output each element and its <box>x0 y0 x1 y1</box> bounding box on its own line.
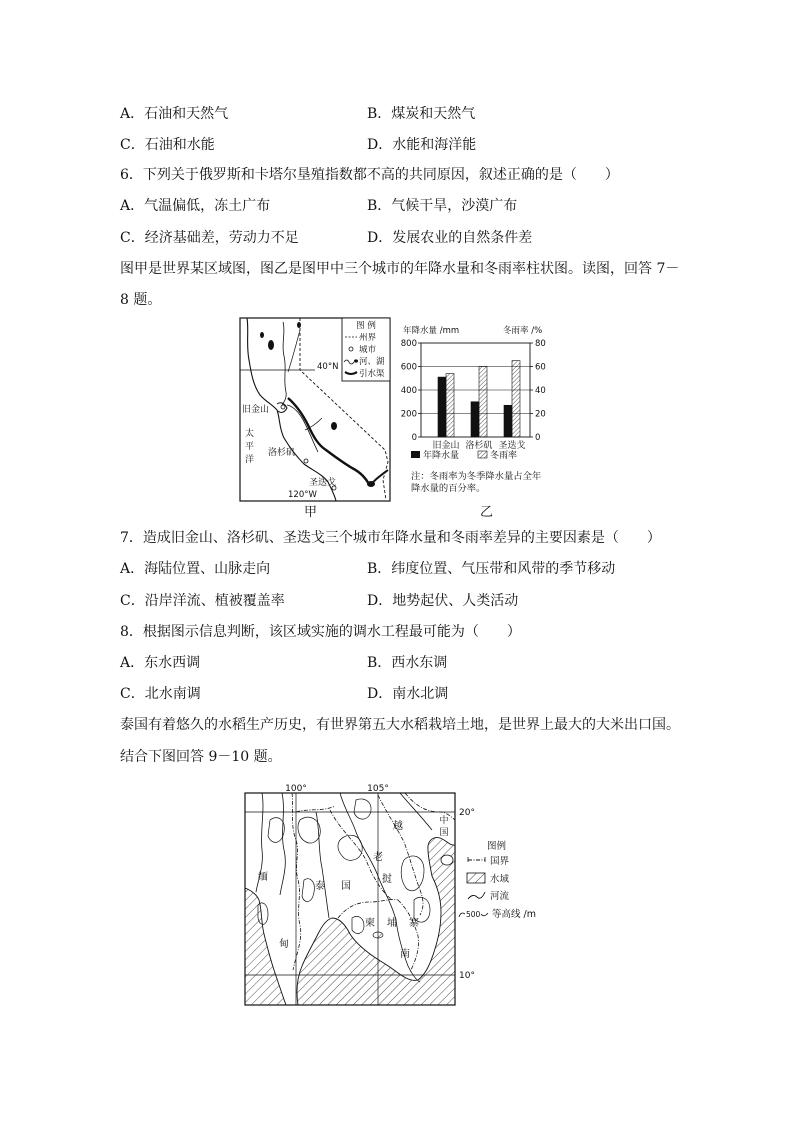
map-jia <box>240 318 390 501</box>
legend-label-river: 河流 <box>490 891 510 902</box>
right-axis-tick-label: 0 <box>535 433 541 443</box>
contour-symbol-left <box>459 913 465 917</box>
winter-rain-rate-bar <box>479 367 487 438</box>
category-label: 洛杉矶 <box>465 441 493 451</box>
left-axis-tick-label: 600 <box>400 362 417 373</box>
map-legend <box>342 318 390 381</box>
left-axis-tick-label: 200 <box>400 409 417 420</box>
legend-label-water: 水域 <box>490 874 510 885</box>
right-axis-tick-label: 60 <box>535 362 546 373</box>
ocean-label-char: 洋 <box>245 455 255 465</box>
lake <box>268 340 274 350</box>
legend-swatch-winter-rain <box>478 451 487 458</box>
legend-label-state-border: 州界 <box>359 333 377 343</box>
city-marker <box>281 405 285 409</box>
q6-option-d: D．发展农业的自然条件差 <box>367 230 533 246</box>
legend-label-city: 城市 <box>359 345 377 355</box>
left-axis-tick-label: 800 <box>400 339 417 349</box>
q8-option-c: C．北水南调 <box>120 686 201 702</box>
country-label-char: 中 <box>439 816 449 826</box>
intro-9-10-line2: 结合下图回答 9－10 题。 <box>120 749 282 765</box>
lake <box>260 332 264 338</box>
q7-stem: 7．造成旧金山、洛杉矶、圣迭戈三个城市年降水量和冬雨率差异的主要因素是（ ） <box>120 530 661 546</box>
legend-label-river-lake: 河、湖 <box>359 357 385 367</box>
contour-symbol-right <box>481 913 488 916</box>
y-axis-title: 年降水量 /mm <box>403 326 460 336</box>
figure-1-map-caption: 甲 <box>304 505 318 520</box>
q8-stem: 8．根据图示信息判断，该区域实施的调水工程最可能为（ ） <box>120 624 521 640</box>
lake <box>297 322 301 328</box>
border-symbol-ticks <box>468 857 485 862</box>
city-label-los-angeles: 洛杉矶 <box>268 448 296 458</box>
country-label-char: 寨 <box>409 918 419 929</box>
figure-1-chart-caption: 乙 <box>480 505 494 520</box>
contour-sample-value: 500 <box>466 910 481 919</box>
chart-yi <box>401 325 546 494</box>
country-label-char: 国 <box>439 828 449 838</box>
right-axis-tick-label: 20 <box>535 409 546 420</box>
left-axis-tick-label: 0 <box>411 433 417 443</box>
q8-option-a: A．东水西调 <box>120 655 201 671</box>
country-label-char: 国 <box>341 881 351 892</box>
q8-option-b: B．西水东调 <box>367 655 448 671</box>
latitude-label-20: 20° <box>459 808 475 818</box>
country-label-char: 甸 <box>279 939 289 950</box>
lake <box>367 481 375 487</box>
q5-option-a: A．石油和天然气 <box>120 106 229 122</box>
q6-stem: 6．下列关于俄罗斯和卡塔尔垦殖指数都不高的共同原因，叙述正确的是（ ） <box>120 167 619 183</box>
country-label-char: 柬 <box>365 918 375 929</box>
category-label: 圣迭戈 <box>498 441 526 451</box>
winter-rain-rate-bar <box>446 374 454 437</box>
category-label: 旧金山 <box>432 441 460 451</box>
q7-option-b: B．纬度位置、气压带和风带的季节移动 <box>367 561 616 577</box>
country-label-char: 缅 <box>258 872 268 883</box>
legend-label-contour: 等高线 /m <box>492 909 536 920</box>
right-axis-tick-label: 40 <box>535 386 546 396</box>
figure-1 <box>236 314 560 504</box>
annual-precipitation-bar <box>438 377 446 437</box>
chart-note-line2: 降水量的百分率。 <box>411 483 486 494</box>
country-label-char: 埔 <box>387 918 397 929</box>
q8-option-d: D．南水北调 <box>367 686 449 702</box>
right-axis-tick-label: 80 <box>535 339 546 349</box>
intro-7-8-line2: 8 题。 <box>120 292 162 308</box>
legend-label-aqueduct: 引水渠 <box>359 369 385 379</box>
q5-option-c: C．石油和水能 <box>120 137 215 153</box>
city-symbol <box>349 347 353 351</box>
legend-label-precipitation: 年降水量 <box>423 451 460 461</box>
q5-option-d: D．水能和海洋能 <box>367 137 477 153</box>
q7-option-d: D．地势起伏、人类活动 <box>367 593 519 609</box>
water-symbol <box>467 873 485 883</box>
annual-precipitation-bar <box>504 405 512 437</box>
q6-option-b: B．气候干旱，沙漠广布 <box>367 198 518 214</box>
legend-title: 图例 <box>487 841 507 852</box>
left-axis-tick-label: 400 <box>400 386 417 396</box>
country-label-char: 老 <box>373 852 383 863</box>
map-legend <box>459 840 536 920</box>
ocean-label-char: 平 <box>245 442 255 452</box>
country-label-char: 南 <box>400 949 410 960</box>
longitude-label: 120°W <box>288 490 317 500</box>
lake-symbol <box>354 359 358 362</box>
longitude-label-105: 105° <box>367 784 389 794</box>
figure-2-map <box>243 780 555 1010</box>
latitude-label: 40°N <box>317 362 339 372</box>
lake <box>331 422 337 430</box>
intro-7-8-line1: 图甲是世界某区域图，图乙是图甲中三个城市的年降水量和冬雨率柱状图。读图，回答 7－ <box>120 261 680 277</box>
country-label-char: 泰 <box>315 881 325 892</box>
country-label-char: 挝 <box>382 874 392 885</box>
city-marker <box>304 459 308 463</box>
ocean-label-char: 太 <box>245 429 255 439</box>
q6-option-c: C．经济基础差，劳动力不足 <box>120 230 299 246</box>
legend-label-winter-rain: 冬雨率 <box>490 451 518 461</box>
q7-option-c: C．沿岸洋流、植被覆盖率 <box>120 593 285 609</box>
chart-note-line1: 注：冬雨率为冬季降水量占全年 <box>411 471 542 482</box>
winter-rain-rate-bar <box>512 361 520 437</box>
q6-option-a: A．气温偏低，冻土广布 <box>120 198 271 214</box>
q5-option-b: B．煤炭和天然气 <box>367 106 476 122</box>
intro-9-10-line1: 泰国有着悠久的水稻生产历史，有世界第五大水稻栽培土地，是世界上最大的大米出口国。 <box>120 717 680 733</box>
island <box>441 855 453 865</box>
annual-precipitation-bar <box>471 402 479 437</box>
river-symbol <box>468 892 485 899</box>
y2-axis-title: 冬雨率 /% <box>503 326 543 336</box>
latitude-label-10: 10° <box>459 971 475 981</box>
city-label-san-francisco: 旧金山 <box>242 405 270 415</box>
legend-swatch-precipitation <box>411 451 420 458</box>
city-label-san-diego: 圣迭戈 <box>309 478 337 488</box>
longitude-label-100: 100° <box>285 784 307 794</box>
legend-label-border: 国界 <box>490 856 510 867</box>
legend-title: 图 例 <box>356 321 376 331</box>
country-label-char: 越 <box>393 821 403 832</box>
q7-option-a: A．海陆位置、山脉走向 <box>120 561 271 577</box>
